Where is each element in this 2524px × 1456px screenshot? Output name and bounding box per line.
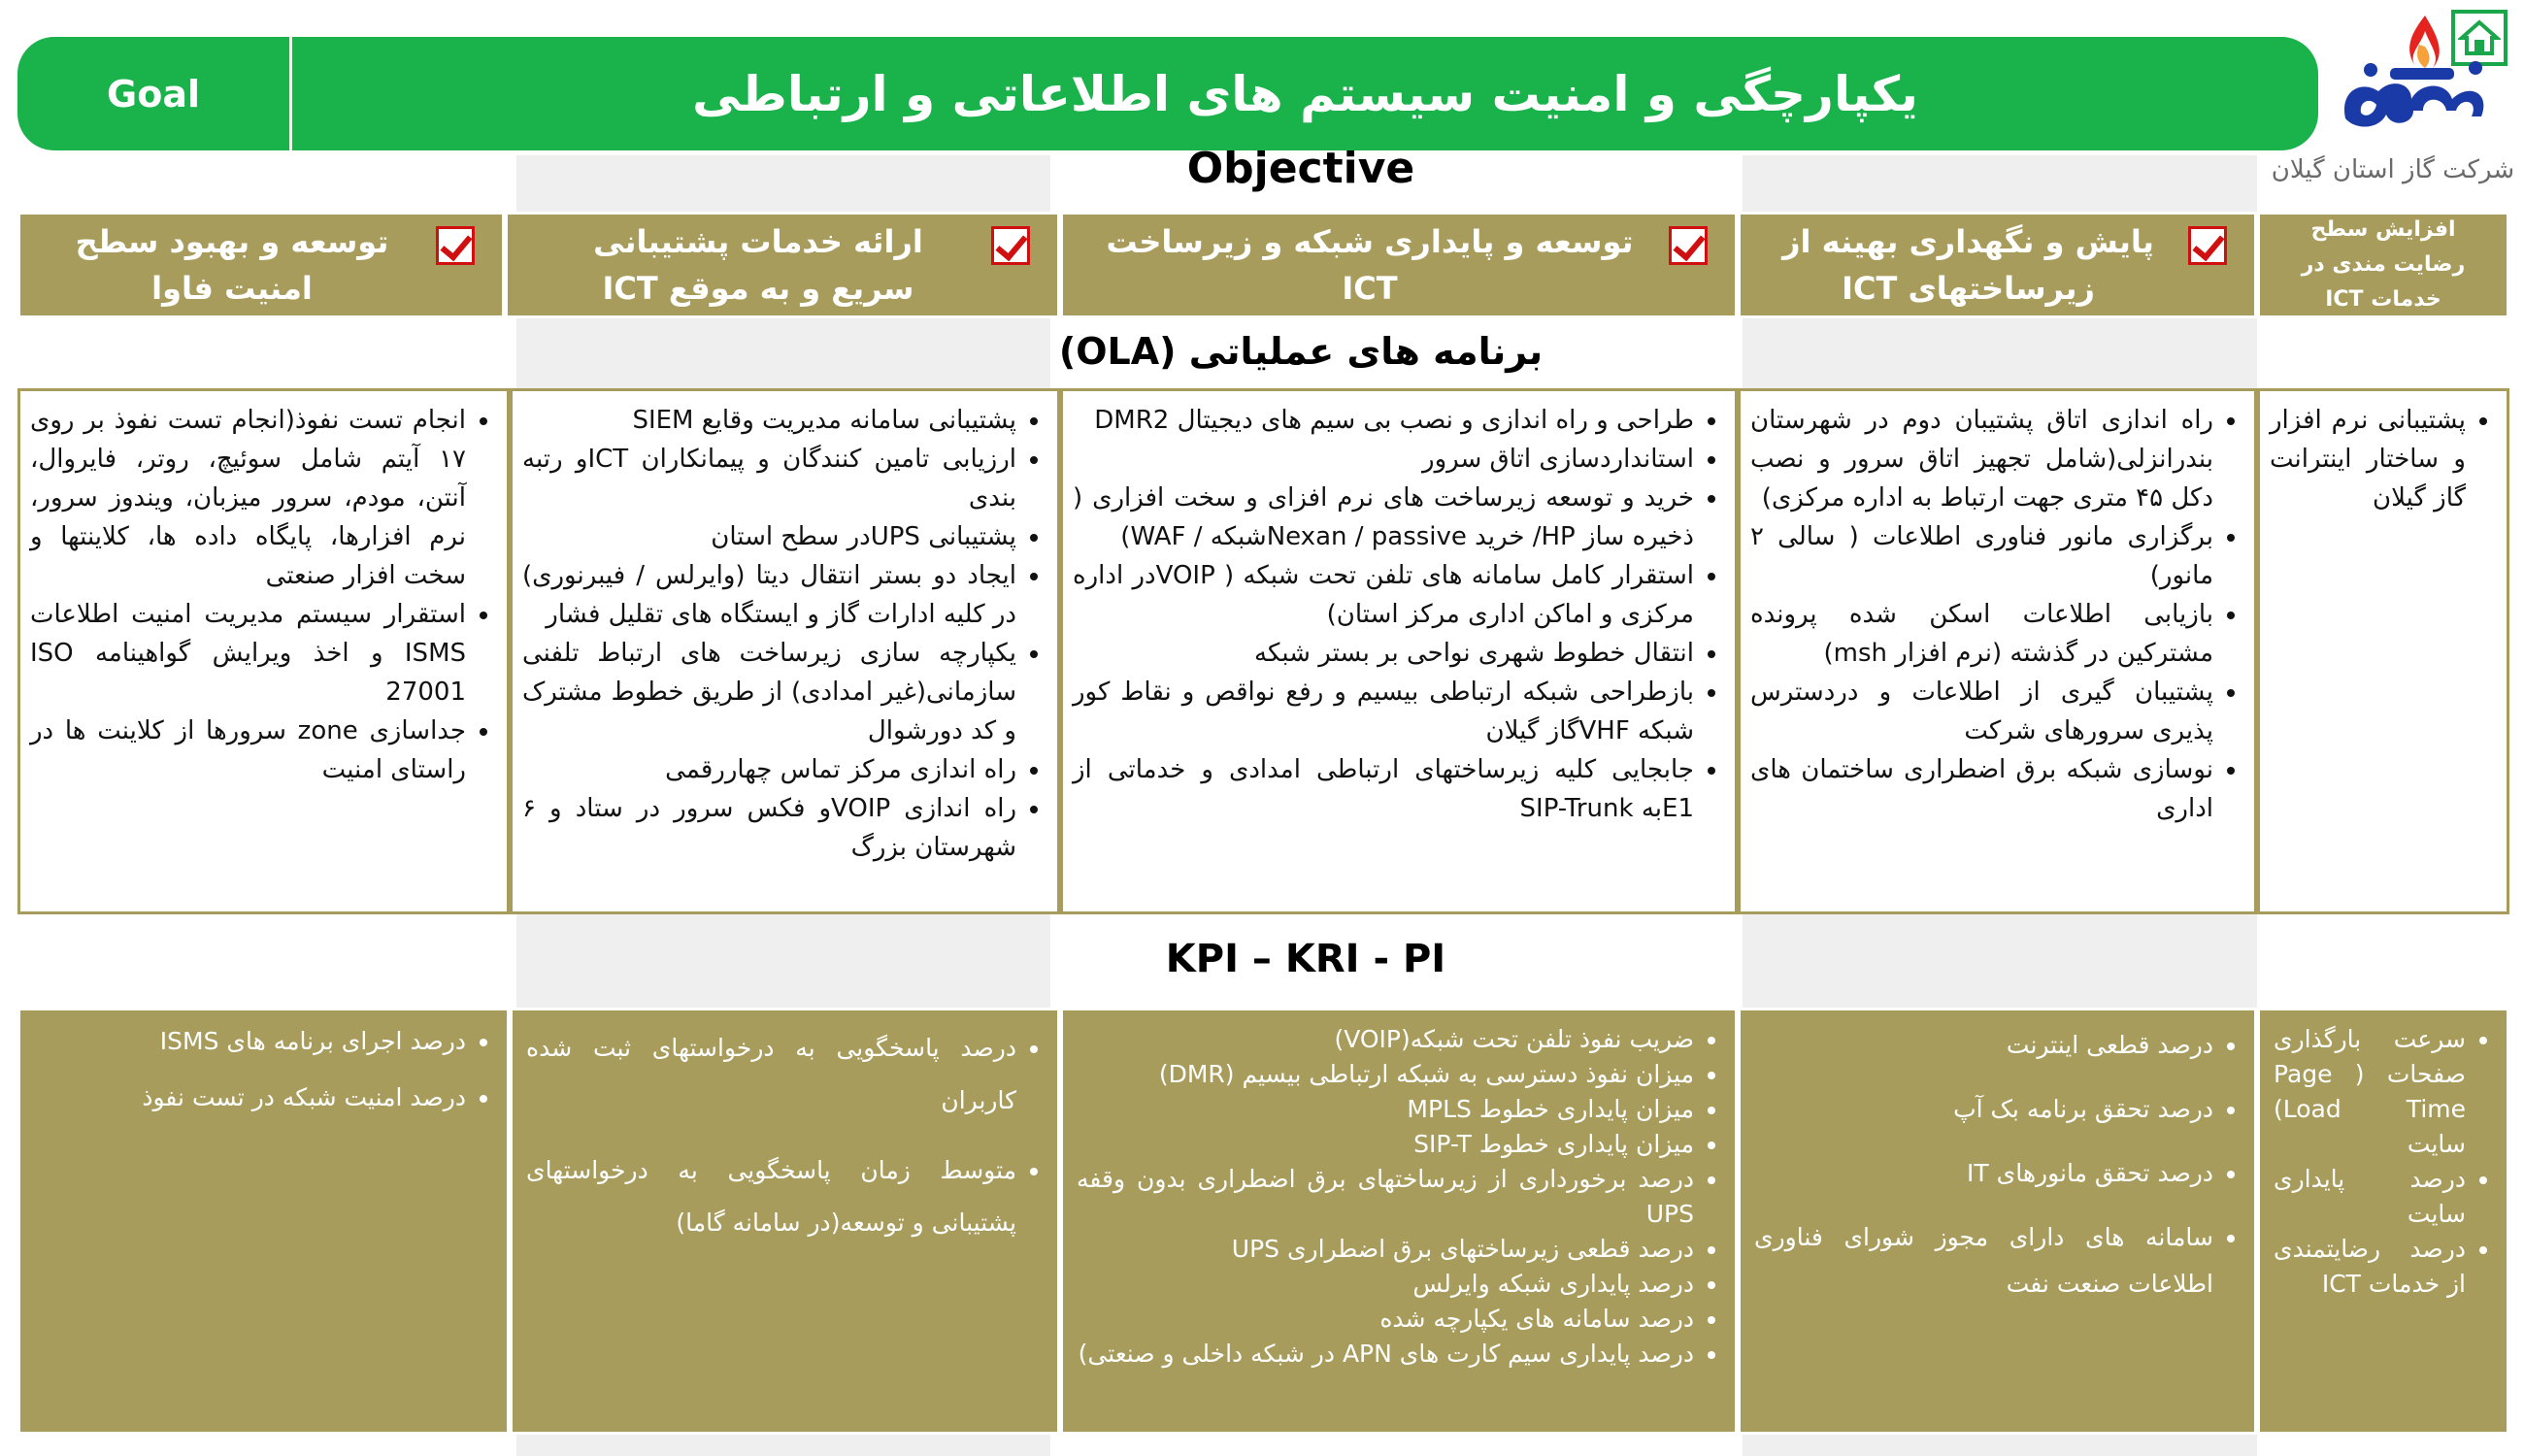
list-item: • استقرار کامل سامانه های تلفن تحت شبکه ( VOIPدر اداره مرکزی و اماکن اداری مرکز استان) [1073,556,1694,634]
checkbox-icon [2188,226,2227,265]
list-item: • پشتیبان گیری از اطلاعات و دردسترس پذیری سرورهای شرکت [1750,673,2213,750]
kpi-heading: KPI – KRI - PI [1165,937,1446,981]
list-item: • طراحی و راه اندازی و نصب بی سیم های دیجیتال DMR2 [1073,401,1694,440]
company-logo [2310,10,2505,155]
kpi-box-3 [510,1008,1060,1435]
list-item: • بازطراحی شبکه ارتباطی بیسیم و رفع نواقص و نقاط کور شبکه VHFگاز گیلان [1073,673,1694,750]
list-item: • ارزیابی تامین کنندگان و پیمانکاران ICTو رتبه بندی [522,440,1016,517]
list-item: • انجام تست نفوذ(انجام تست نفوذ بر روی ۱۷ آیتم شامل سوئیچ، روتر، فایروال، آنتن، مودم، سرور میزبان، ویندوز سرور، نرم افزارها، پایگاه داده ها، کلاینتها و سخت افزار صنعتی [30,401,466,595]
kpi-box-1 [1738,1008,2257,1435]
list-item: • راه اندازی اتاق پشتیبان دوم در شهرستان بندرانزلی(شامل تجهیز اتاق سرور و نصب دکل ۴۵ متری جهت ارتباط به اداره مرکزی) [1750,401,2213,517]
list-item: • درصد تحقق مانورهای IT [1754,1150,2213,1197]
list-item: • ایجاد دو بستر انتقال دیتا (وایرلس / فیبرنوری) در کلیه ادارات گاز و ایستگاه های تقلیل فشار [522,556,1016,634]
objective-4 [17,212,505,318]
objective-0 [2257,212,2509,318]
checkbox-icon [436,226,475,265]
list-item: • پشتیبانی نرم افزار و ساختار اینترانت گاز گیلان [2270,401,2466,517]
ola-box-1 [1738,388,2257,914]
list-item: • نوسازی شبکه برق اضطراری ساختمان های اداری [1750,750,2213,828]
kpi-box-4 [17,1008,510,1435]
objective-3 [505,212,1060,318]
list-item: • جابجایی کلیه زیرساختهای ارتباطی امدادی و خدماتی از E1به SIP-Trunk [1073,750,1694,828]
list-item: • درصد پایداری سایت [2274,1162,2466,1232]
list-item: • درصد رضایتمندی از خدمات ICT [2274,1232,2466,1302]
company-name: شرکت گاز استان گیلان [2271,155,2515,184]
list-item: • راه اندازی VOIPو فکس سرور در ستاد و ۶ شهرستان بزرگ [522,789,1016,867]
list-item: • درصد پایداری شبکه وایرلس [1077,1267,1694,1302]
kpi-box-0 [2257,1008,2509,1435]
list-item: • خرید و توسعه زیرساخت های نرم افزای و سخت افزاری ( ذخیره ساز HP/ خرید Nexan / passiveشبکه / WAF) [1073,479,1694,556]
list-item: • درصد قطعی اینترنت [1754,1022,2213,1069]
list-item: • برگزاری مانور فناوری اطلاعات ( سالی ۲ مانور) [1750,517,2213,595]
objective-label: پایش و نگهداری بهینه از زیرساختهای ICT [1782,223,2154,307]
ola-box-3 [510,388,1060,914]
objective-heading: Objective [1186,144,1415,193]
checkbox-icon [991,226,1030,265]
list-item: • درصد اجرای برنامه های ISMS [34,1022,466,1061]
list-item: • میزان پایداری خطوط MPLS [1077,1092,1694,1127]
list-item: • درصد برخورداری از زیرساختهای برق اضطراری بدون وقفه UPS [1077,1162,1694,1232]
ola-box-2 [1060,388,1738,914]
list-item: • راه اندازی مرکز تماس چهاررقمی [522,750,1016,789]
list-item: • یکپارچه سازی زیرساخت های ارتباط تلفنی سازمانی(غیر امدادی) از طریق خطوط مشترک و کد دورشوال [522,634,1016,750]
ola-heading: برنامه های عملیاتی (OLA) [1058,330,1544,373]
objective-label: ارائه خدمات پشتیبانی سریع و به موقع ICT [593,223,923,307]
ola-box-4 [17,388,510,914]
objective-1 [1738,212,2257,318]
list-item: • درصد پایداری سیم کارت های APN در شبکه داخلی و صنعتی) [1077,1337,1694,1372]
objective-label: توسعه و بهبود سطح امنیت فاوا [75,223,389,307]
list-item: • ضریب نفوذ تلفن تحت شبکه(VOIP) [1077,1022,1694,1057]
goal-title: یکپارچگی و امنیت سیستم های اطلاعاتی و ارتباطی [692,65,1918,122]
list-item: • میزان پایداری خطوط SIP-T [1077,1127,1694,1162]
list-item: • درصد پاسخگویی به درخواستهای ثبت شده کاربران [526,1022,1016,1127]
objective-label: افزایش سطح رضایت مندی در خدمات ICT [2301,217,2466,312]
list-item: • سامانه های دارای مجوز شورای فناوری اطلاعات صنعت نفت [1754,1214,2213,1307]
list-item: • پشتیبانی UPSدر سطح استان [522,517,1016,556]
checkbox-icon [1669,226,1708,265]
list-item: • استقرار سیستم مدیریت امنیت اطلاعات ISMS و اخذ ویرایش گواهینامه ISO 27001 [30,595,466,711]
list-item: • سرعت بارگذاری صفحات ( Page Load Time) سایت [2274,1022,2466,1162]
list-item: • بازیابی اطلاعات اسکن شده پرونده مشترکین در گذشته (نرم افزار msh) [1750,595,2213,673]
list-item: • درصد تحقق برنامه بک آپ [1754,1086,2213,1133]
ola-box-0 [2257,388,2509,914]
objective-label: توسعه و پایداری شبکه و زیرساخت ICT [1106,223,1634,307]
list-item: • میزان نفوذ دسترسی به شبکه ارتباطی بیسیم (DMR) [1077,1057,1694,1092]
list-item: • درصد قطعی زیرساختهای برق اضطراری UPS [1077,1232,1694,1267]
list-item: • جداسازی zone سرورها از کلاینت ها در راستای امنیت [30,711,466,789]
list-item: • انتقال خطوط شهری نواحی بر بستر شبکه [1073,634,1694,673]
goal-label: Goal [17,37,292,150]
list-item: • درصد امنیت شبکه در تست نفوذ [34,1078,466,1117]
kpi-box-2 [1060,1008,1738,1435]
objective-2 [1060,212,1738,318]
list-item: • درصد سامانه های یکپارچه شده [1077,1302,1694,1337]
list-item: • استانداردسازی اتاق سرور [1073,440,1694,479]
list-item: • پشتیبانی سامانه مدیریت وقایع SIEM [522,401,1016,440]
list-item: • متوسط زمان پاسخگویی به درخواستهای پشتیبانی و توسعه(در سامانه گاما) [526,1144,1016,1249]
goal-bar [17,37,2318,150]
